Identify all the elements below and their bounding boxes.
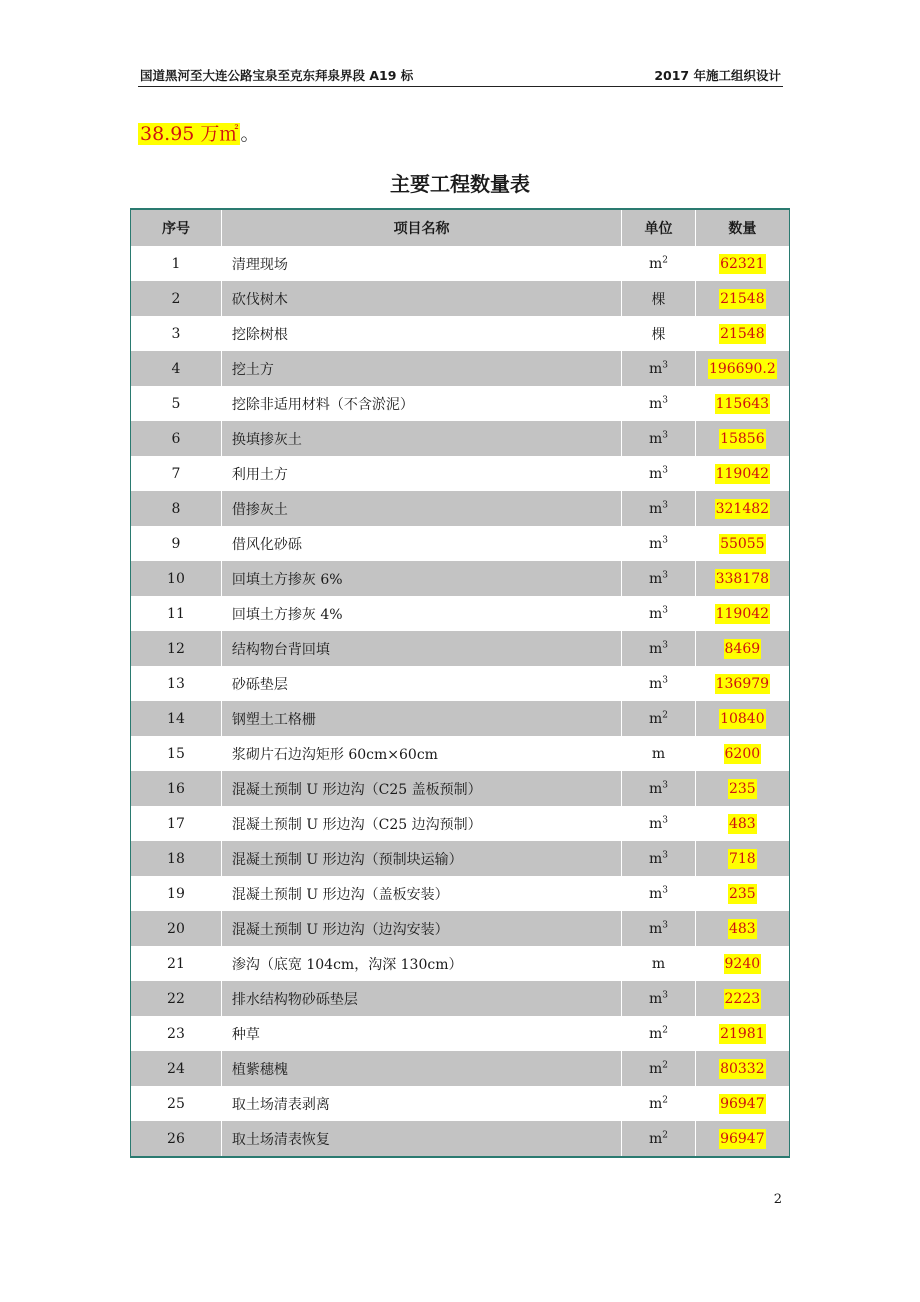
unit-exponent: 2: [662, 1059, 668, 1070]
row-quantity: [695, 981, 789, 1016]
unit-exponent: 2: [662, 1024, 668, 1035]
table-row: [131, 981, 790, 1016]
table-row: [131, 421, 790, 456]
row-serial-number: 9: [131, 526, 222, 561]
table-row: [131, 771, 790, 806]
highlighted-quantity: 21548: [720, 290, 765, 307]
highlighted-quantity: 15856: [720, 430, 765, 447]
row-unit: [622, 911, 695, 946]
row-quantity: [695, 561, 789, 596]
row-quantity: [695, 771, 789, 806]
unit-base: 棵: [651, 326, 666, 343]
row-quantity: [695, 701, 789, 736]
unit-base: m: [648, 1060, 663, 1077]
highlighted-quantity: 96947: [720, 1130, 765, 1147]
table-title: 主要工程数量表: [390, 172, 530, 196]
row-serial-number: 16: [131, 771, 222, 806]
row-item-name: 利用土方: [221, 456, 621, 491]
row-serial-number: 19: [131, 876, 222, 911]
unit-exponent: 3: [662, 604, 668, 615]
unit-base: m: [648, 780, 663, 797]
row-unit: [622, 316, 695, 351]
table-row: [131, 1121, 790, 1157]
row-quantity: [695, 351, 789, 386]
page-number: 2: [773, 1192, 782, 1207]
row-item-name: 挖除非适用材料（不含淤泥）: [221, 386, 621, 421]
unit-exponent: 3: [662, 779, 668, 790]
unit-exponent: 2: [662, 709, 668, 720]
row-quantity: [695, 246, 789, 281]
row-serial-number: 26: [131, 1121, 222, 1157]
row-quantity: [695, 281, 789, 316]
row-quantity: [695, 386, 789, 421]
row-unit: [622, 1086, 695, 1121]
row-serial-number: 12: [131, 631, 222, 666]
highlighted-quantity: 10840: [720, 710, 765, 727]
row-quantity: [695, 666, 789, 701]
row-quantity: [695, 596, 789, 631]
unit-base: m: [648, 920, 663, 937]
highlighted-quantity: 136979: [715, 675, 770, 692]
unit-base: m: [648, 885, 663, 902]
row-unit: [622, 561, 695, 596]
row-quantity: [695, 526, 789, 561]
row-unit: [622, 1051, 695, 1086]
unit-exponent: 3: [662, 394, 668, 405]
row-item-name: 结构物台背回填: [221, 631, 621, 666]
unit-exponent: 3: [662, 884, 668, 895]
row-item-name: 取土场清表剥离: [221, 1086, 621, 1121]
table-row: [131, 806, 790, 841]
row-serial-number: 17: [131, 806, 222, 841]
row-item-name: 混凝土预制 U 形边沟（C25 边沟预制）: [221, 806, 621, 841]
header-serial-number: 序号: [131, 209, 222, 246]
highlighted-quantity: 718: [728, 850, 756, 867]
row-serial-number: 22: [131, 981, 222, 1016]
highlighted-quantity: 21548: [720, 325, 765, 342]
row-serial-number: 20: [131, 911, 222, 946]
row-serial-number: 18: [131, 841, 222, 876]
unit-exponent: 2: [662, 1129, 668, 1140]
row-item-name: 清理现场: [221, 246, 621, 281]
table-row: [131, 561, 790, 596]
row-unit: [622, 456, 695, 491]
highlighted-quantity: 62321: [720, 255, 765, 272]
highlighted-quantity: 55055: [720, 535, 765, 552]
row-item-name: 挖土方: [221, 351, 621, 386]
unit-exponent: 2: [662, 254, 668, 265]
unit-exponent: 3: [662, 499, 668, 510]
unit-base: m: [648, 815, 663, 832]
unit-base: m: [648, 1095, 663, 1112]
row-quantity: [695, 911, 789, 946]
highlighted-quantity: 2223: [724, 990, 761, 1007]
row-serial-number: 4: [131, 351, 222, 386]
row-quantity: [695, 806, 789, 841]
row-unit: [622, 596, 695, 631]
header-unit: 单位: [622, 209, 695, 246]
highlighted-quantity: 8469: [724, 640, 761, 657]
row-unit: [622, 1121, 695, 1157]
unit-exponent: 3: [662, 639, 668, 650]
highlighted-quantity: 321482: [715, 500, 770, 517]
row-unit: [622, 806, 695, 841]
unit-base: m: [648, 640, 663, 657]
row-item-name: 渗沟（底宽 104cm，沟深 130cm）: [221, 946, 621, 981]
unit-base: m: [648, 360, 663, 377]
row-serial-number: 11: [131, 596, 222, 631]
row-unit: [622, 351, 695, 386]
unit-exponent: 3: [662, 989, 668, 1000]
table-row: [131, 351, 790, 386]
unit-base: m: [648, 1130, 663, 1147]
unit-base: m: [648, 255, 663, 272]
highlighted-quantity: 80332: [720, 1060, 765, 1077]
unit-base: m: [648, 710, 663, 727]
row-quantity: [695, 1016, 789, 1051]
header-document-title: 2017 年施工组织设计: [654, 68, 781, 83]
row-unit: [622, 246, 695, 281]
row-serial-number: 10: [131, 561, 222, 596]
row-unit: [622, 281, 695, 316]
row-serial-number: 14: [131, 701, 222, 736]
row-quantity: [695, 456, 789, 491]
header-item-name: 项目名称: [221, 209, 621, 246]
unit-exponent: 3: [662, 814, 668, 825]
row-unit: [622, 736, 695, 771]
row-quantity: [695, 421, 789, 456]
unit-base: m: [651, 745, 666, 762]
highlighted-quantity: 119042: [715, 605, 770, 622]
table-row: [131, 946, 790, 981]
unit-base: m: [648, 500, 663, 517]
row-unit: [622, 771, 695, 806]
unit-exponent: 3: [662, 849, 668, 860]
unit-exponent: 3: [662, 919, 668, 930]
table-row: [131, 1051, 790, 1086]
row-unit: [622, 841, 695, 876]
table-row: [131, 526, 790, 561]
row-unit: [622, 666, 695, 701]
table-row: [131, 281, 790, 316]
row-unit: [622, 526, 695, 561]
row-quantity: [695, 491, 789, 526]
table-row: [131, 841, 790, 876]
table-row: [131, 631, 790, 666]
row-quantity: [695, 1051, 789, 1086]
row-quantity: [695, 841, 789, 876]
unit-base: m: [648, 1025, 663, 1042]
row-item-name: 植紫穗槐: [221, 1051, 621, 1086]
row-item-name: 回填土方掺灰 4%: [221, 596, 621, 631]
row-quantity: [695, 946, 789, 981]
row-item-name: 借风化砂砾: [221, 526, 621, 561]
table-row: [131, 736, 790, 771]
row-serial-number: 2: [131, 281, 222, 316]
table-row: [131, 1016, 790, 1051]
row-unit: [622, 701, 695, 736]
row-item-name: 钢塑土工格栅: [221, 701, 621, 736]
row-item-name: 回填土方掺灰 6%: [221, 561, 621, 596]
row-item-name: 取土场清表恢复: [221, 1121, 621, 1157]
row-item-name: 混凝土预制 U 形边沟（C25 盖板预制）: [221, 771, 621, 806]
row-unit: [622, 386, 695, 421]
table-row: [131, 911, 790, 946]
table-row: [131, 1086, 790, 1121]
row-unit: [622, 421, 695, 456]
row-serial-number: 25: [131, 1086, 222, 1121]
row-item-name: 砂砾垫层: [221, 666, 621, 701]
highlighted-quantity: 21981: [720, 1025, 765, 1042]
row-serial-number: 5: [131, 386, 222, 421]
row-unit: [622, 491, 695, 526]
unit-exponent: 3: [662, 569, 668, 580]
unit-exponent: 2: [662, 1094, 668, 1105]
unit-exponent: 3: [662, 429, 668, 440]
table-row: [131, 701, 790, 736]
row-quantity: [695, 736, 789, 771]
highlighted-quantity: 235: [728, 780, 756, 797]
row-quantity: [695, 631, 789, 666]
row-item-name: 混凝土预制 U 形边沟（边沟安装）: [221, 911, 621, 946]
row-item-name: 浆砌片石边沟矩形 60cm×60cm: [221, 736, 621, 771]
row-serial-number: 23: [131, 1016, 222, 1051]
row-item-name: 借掺灰土: [221, 491, 621, 526]
row-serial-number: 13: [131, 666, 222, 701]
row-item-name: 换填掺灰土: [221, 421, 621, 456]
unit-base: m: [648, 430, 663, 447]
unit-exponent: 3: [662, 464, 668, 475]
row-item-name: 排水结构物砂砾垫层: [221, 981, 621, 1016]
unit-base: m: [648, 675, 663, 692]
table-row: [131, 491, 790, 526]
unit-base: m: [648, 990, 663, 1007]
unit-base: m: [648, 850, 663, 867]
row-unit: [622, 876, 695, 911]
highlighted-quantity: 119042: [715, 465, 770, 482]
lead-punctuation: 。: [240, 123, 260, 145]
header-quantity: 数量: [695, 209, 789, 246]
row-item-name: 挖除树根: [221, 316, 621, 351]
row-serial-number: 24: [131, 1051, 222, 1086]
table-header-row: [131, 209, 790, 246]
row-item-name: 种草: [221, 1016, 621, 1051]
row-unit: [622, 1016, 695, 1051]
highlighted-quantity: 9240: [724, 955, 761, 972]
row-serial-number: 1: [131, 246, 222, 281]
table-body: [131, 246, 790, 1157]
row-quantity: [695, 876, 789, 911]
row-unit: [622, 981, 695, 1016]
row-serial-number: 3: [131, 316, 222, 351]
row-serial-number: 6: [131, 421, 222, 456]
highlighted-quantity: 115643: [715, 395, 770, 412]
unit-exponent: 3: [662, 534, 668, 545]
unit-exponent: 3: [662, 359, 668, 370]
table-row: [131, 666, 790, 701]
row-item-name: 混凝土预制 U 形边沟（盖板安装）: [221, 876, 621, 911]
row-unit: [622, 946, 695, 981]
table-row: [131, 456, 790, 491]
unit-base: m: [648, 395, 663, 412]
row-serial-number: 15: [131, 736, 222, 771]
table-row: [131, 876, 790, 911]
unit-exponent: 3: [662, 674, 668, 685]
table-row: [131, 596, 790, 631]
table-row: [131, 316, 790, 351]
row-quantity: [695, 1086, 789, 1121]
highlighted-area-value: 38.95 万㎡: [140, 123, 239, 145]
row-unit: [622, 631, 695, 666]
unit-base: m: [648, 465, 663, 482]
unit-base: m: [648, 570, 663, 587]
row-quantity: [695, 1121, 789, 1157]
lead-paragraph: [138, 120, 259, 148]
highlighted-quantity: 96947: [720, 1095, 765, 1112]
highlighted-quantity: 196690.2: [708, 360, 776, 377]
highlighted-quantity: 338178: [715, 570, 770, 587]
row-item-name: 砍伐树木: [221, 281, 621, 316]
header-project-name: 国道黑河至大连公路宝泉至克东拜泉界段 A19 标: [140, 68, 414, 83]
unit-base: m: [651, 955, 666, 972]
table-row: [131, 246, 790, 281]
row-serial-number: 7: [131, 456, 222, 491]
quantity-table: [130, 208, 790, 1158]
highlighted-quantity: 6200: [724, 745, 761, 762]
row-quantity: [695, 316, 789, 351]
unit-base: 棵: [651, 291, 666, 308]
table-row: [131, 386, 790, 421]
highlighted-quantity: 235: [728, 885, 756, 902]
row-item-name: 混凝土预制 U 形边沟（预制块运输）: [221, 841, 621, 876]
highlighted-quantity: 483: [728, 920, 756, 937]
page-header: [138, 62, 783, 87]
row-serial-number: 8: [131, 491, 222, 526]
unit-base: m: [648, 605, 663, 622]
unit-base: m: [648, 535, 663, 552]
highlighted-quantity: 483: [728, 815, 756, 832]
row-serial-number: 21: [131, 946, 222, 981]
